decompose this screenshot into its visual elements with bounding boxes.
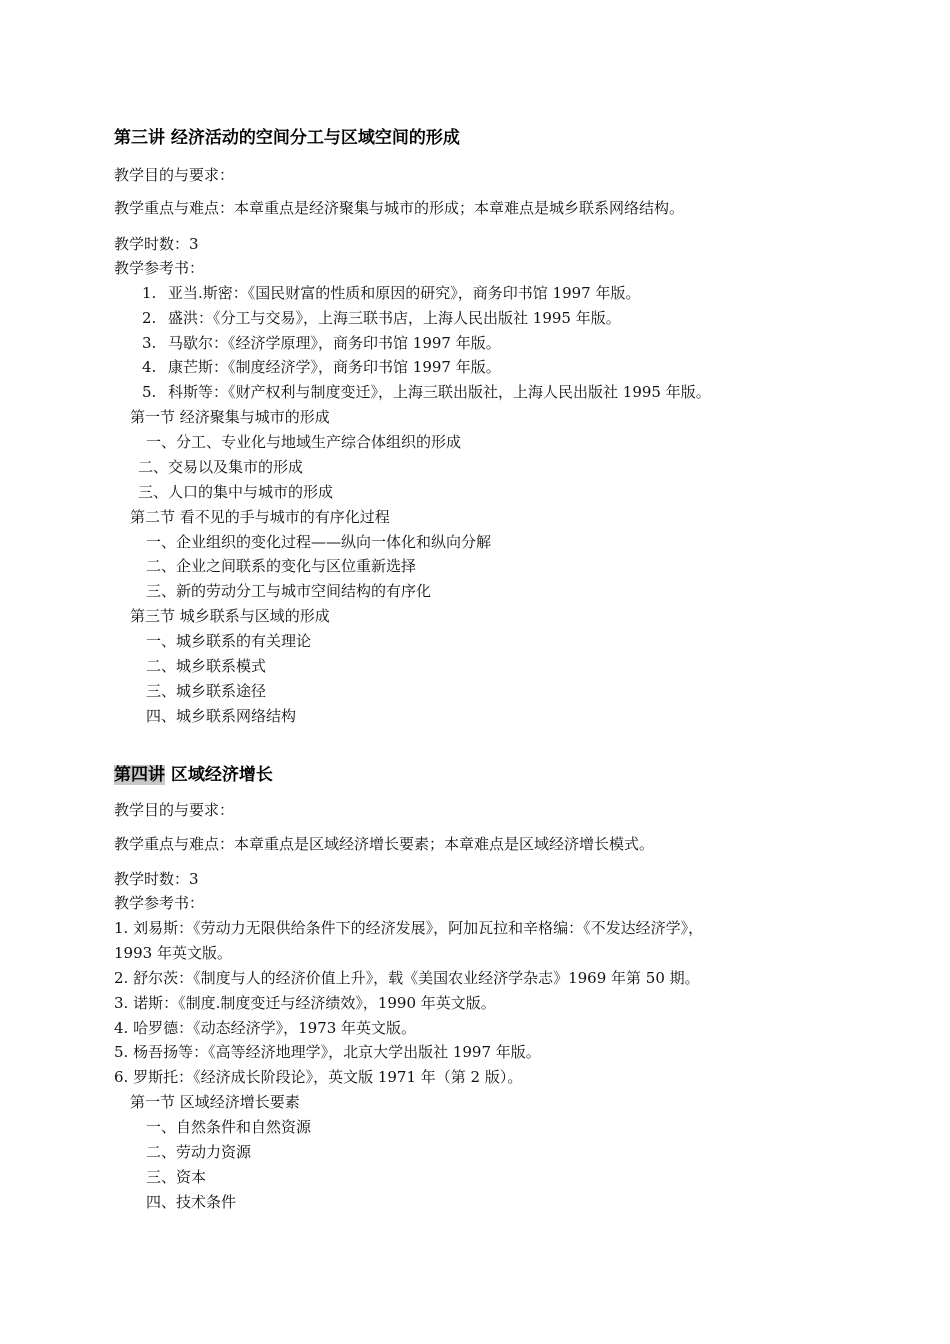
lecture3-section3-item: 二、城乡联系模式 [146, 657, 267, 675]
lecture3-hours: 教学时数：3 [114, 235, 199, 253]
lecture4-section1-item: 一、自然条件和自然资源 [146, 1118, 312, 1136]
lecture3-section3-item: 一、城乡联系的有关理论 [146, 632, 312, 650]
lecture3-section2-title: 第二节 看不见的手与城市的有序化过程 [130, 508, 390, 526]
lecture4-ref-item: 5. 杨吾扬等：《高等经济地理学》，北京大学出版社 1997 年版。 [114, 1043, 541, 1061]
lecture4-refs-label: 教学参考书： [114, 894, 205, 912]
lecture3-refs-label: 教学参考书： [114, 259, 205, 277]
lecture4-section1-item: 二、劳动力资源 [146, 1143, 252, 1161]
lecture3-section3-item: 四、城乡联系网络结构 [146, 707, 297, 725]
lecture3-section1-item: 一、分工、专业化与地域生产综合体组织的形成 [146, 433, 462, 451]
lecture3-section2-item: 三、新的劳动分工与城市空间结构的有序化 [146, 582, 432, 600]
lecture4-ref-item: 2. 舒尔茨：《制度与人的经济价值上升》，载《美国农业经济学杂志》1969 年第 50 期。 [114, 969, 700, 987]
lecture4-section1-title: 第一节 区域经济增长要素 [130, 1093, 300, 1111]
lecture4-ref-item: 4. 哈罗德：《动态经济学》，1973 年英文版。 [114, 1019, 417, 1037]
lecture3-ref-item: 1. 亚当.斯密：《国民财富的性质和原因的研究》，商务印书馆 1997 年版。 [142, 284, 641, 302]
lecture3-section1-item: 三、人口的集中与城市的形成 [138, 483, 334, 501]
lecture4-hours: 教学时数：3 [114, 870, 199, 888]
lecture3-section2-item: 一、企业组织的变化过程——纵向一体化和纵向分解 [146, 533, 492, 551]
lecture3-ref-item: 5. 科斯等：《财产权利与制度变迁》，上海三联出版社，上海人民出版社 1995 年版。 [142, 383, 711, 401]
lecture3-section3-item: 三、城乡联系途径 [146, 682, 267, 700]
lecture4-ref-item: 3. 诺斯：《制度.制度变迁与经济绩效》，1990 年英文版。 [114, 994, 496, 1012]
lecture3-objectives: 教学目的与要求： [114, 166, 235, 184]
lecture3-title: 第三讲 经济活动的空间分工与区域空间的形成 [114, 128, 460, 148]
lecture4-title-highlight: 第四讲 [114, 765, 165, 785]
lecture4-ref-item-continued: 1993 年英文版。 [114, 944, 232, 962]
lecture4-section1-item: 三、资本 [146, 1168, 207, 1186]
lecture4-focus: 教学重点与难点：本章重点是区域经济增长要素；本章难点是区域经济增长模式。 [114, 835, 655, 853]
lecture4-objectives: 教学目的与要求： [114, 801, 235, 819]
lecture4-section1-item: 四、技术条件 [146, 1193, 237, 1211]
lecture3-ref-item: 3. 马歇尔：《经济学原理》，商务印书馆 1997 年版。 [142, 334, 501, 352]
lecture3-section1-item: 二、交易以及集市的形成 [138, 458, 304, 476]
lecture3-section1-title: 第一节 经济聚集与城市的形成 [130, 408, 330, 426]
lecture3-section3-title: 第三节 城乡联系与区域的形成 [130, 607, 330, 625]
lecture3-focus: 教学重点与难点：本章重点是经济聚集与城市的形成；本章难点是城乡联系网络结构。 [114, 199, 685, 217]
lecture3-ref-item: 2. 盛洪：《分工与交易》，上海三联书店，上海人民出版社 1995 年版。 [142, 309, 621, 327]
lecture3-ref-item: 4. 康芒斯：《制度经济学》，商务印书馆 1997 年版。 [142, 358, 501, 376]
lecture4-ref-item: 1. 刘易斯：《劳动力无限供给条件下的经济发展》，阿加瓦拉和辛格编：《不发达经济学》， [114, 919, 704, 937]
lecture4-title: 第四讲 区域经济增长 [114, 765, 273, 785]
lecture4-ref-item: 6. 罗斯托：《经济成长阶段论》，英文版 1971 年（第 2 版）。 [114, 1068, 523, 1086]
lecture3-section2-item: 二、企业之间联系的变化与区位重新选择 [146, 557, 417, 575]
